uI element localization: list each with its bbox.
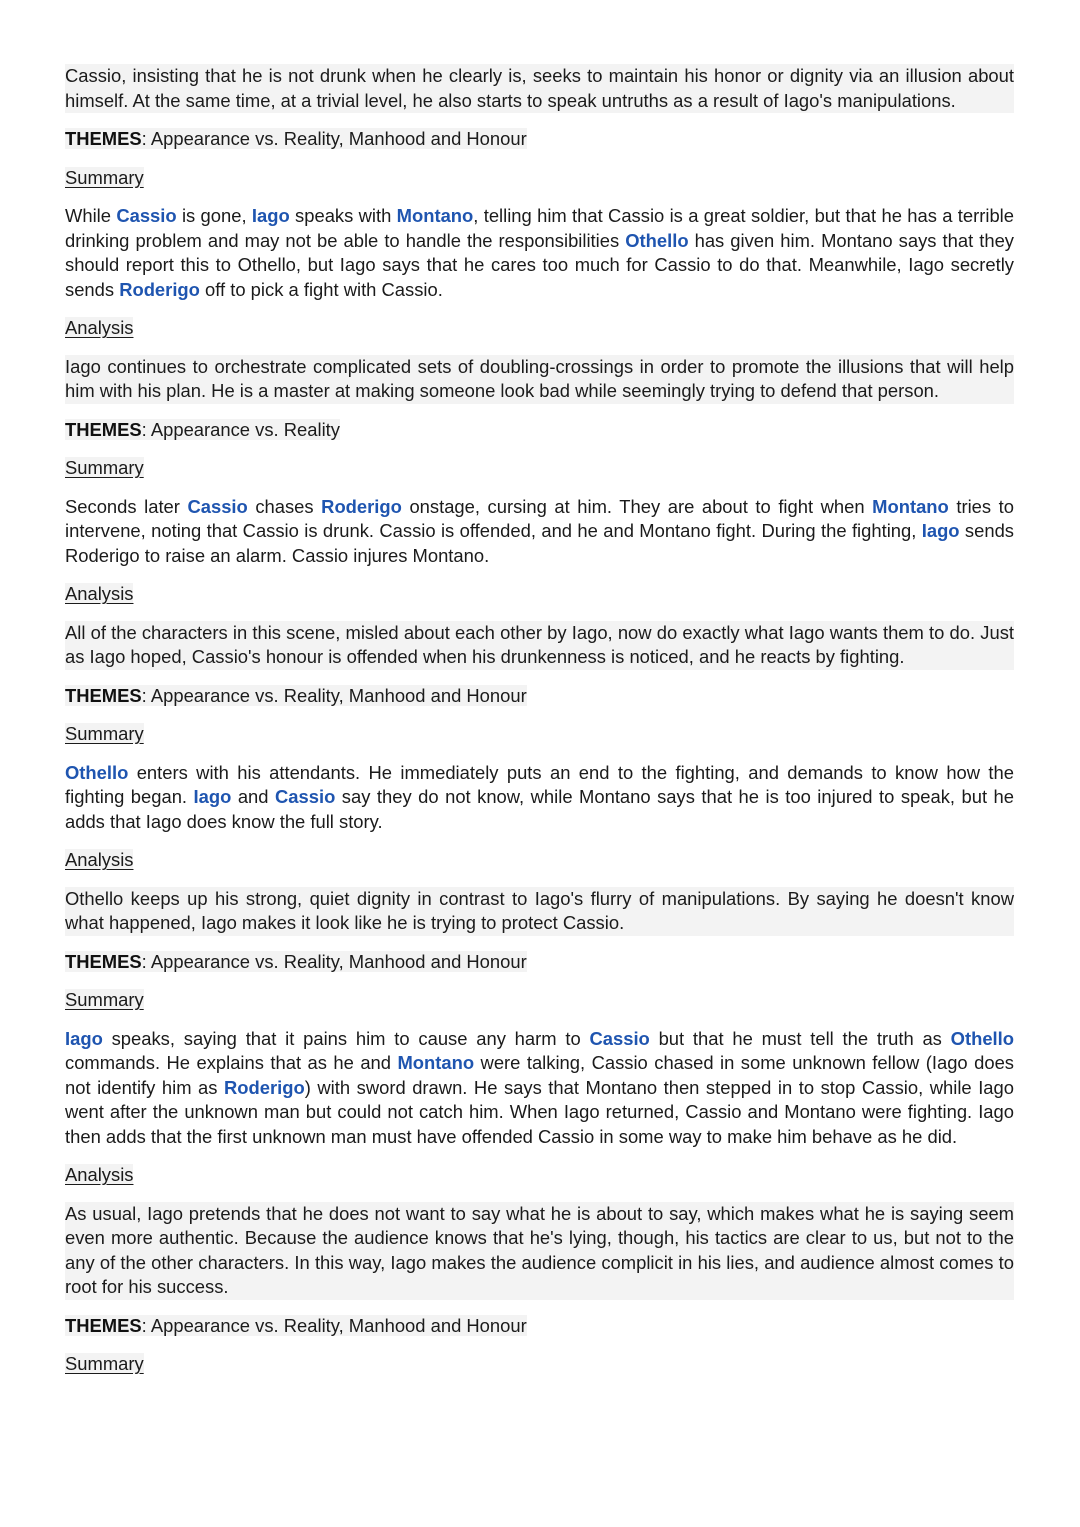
themes-list: : Appearance vs. Reality, Manhood and Honour bbox=[141, 684, 527, 706]
analysis-paragraph: Iago continues to orchestrate complicated sets of doubling-crossings in order to promote the illusions that will help him with his plan. He is a master at making someone look bad while seemingly trying to defend that person. bbox=[65, 355, 1014, 404]
themes-line bbox=[65, 950, 1014, 975]
themes-list: : Appearance vs. Reality, Manhood and Honour bbox=[141, 950, 527, 972]
character-link[interactable]: Montano bbox=[397, 1052, 475, 1073]
themes-label: THEMES bbox=[65, 128, 142, 149]
section-heading-analysis: Analysis bbox=[65, 583, 134, 604]
section-heading-analysis: Analysis bbox=[65, 317, 134, 338]
themes-list: : Appearance vs. Reality, Manhood and Honour bbox=[141, 1314, 527, 1336]
character-link[interactable]: Roderigo bbox=[119, 278, 200, 300]
character-link[interactable]: Montano bbox=[396, 205, 474, 226]
character-link[interactable]: Iago bbox=[193, 786, 232, 807]
summary-paragraph: Othello enters with his attendants. He immediately puts an end to the fighting, and demands to know how the fighting began. Iago and Cassio say they do not know, while Montano says that he is too injured to speak, but he adds that Iago does know the full story. bbox=[65, 761, 1014, 832]
analysis-paragraph: As usual, Iago pretends that he does not want to say what he is about to say, which makes what he is saying seem even more authentic. Because the audience knows that he's lying, though, his tactics are clear to us, but not to the any of the other characters. In this way, Iago makes the audience complicit in his lies, and audience almost comes to root for his success. bbox=[65, 1202, 1014, 1300]
themes-line bbox=[65, 127, 1014, 152]
analysis-paragraph: All of the characters in this scene, misled about each other by Iago, now do exactly what Iago wants them to do. Just as Iago hoped, Cassio's honour is offended when his drunkenness is noticed, and he reacts by fighting. bbox=[65, 621, 1014, 670]
character-link[interactable]: Cassio bbox=[275, 786, 336, 807]
character-link[interactable]: Othello bbox=[65, 761, 129, 783]
analysis-paragraph: Cassio, insisting that he is not drunk when he clearly is, seeks to maintain his honor or dignity via an illusion about himself. At the same time, at a trivial level, he also starts to speak untruths as a result of Iago's manipulations. bbox=[65, 64, 1014, 113]
themes-line bbox=[65, 684, 1014, 709]
character-link[interactable]: Cassio bbox=[116, 205, 177, 226]
section-heading-analysis: Analysis bbox=[65, 849, 134, 870]
section-heading-summary: Summary bbox=[65, 457, 144, 478]
character-link[interactable]: Othello bbox=[625, 229, 689, 251]
summary-paragraph: Iago speaks, saying that it pains him to cause any harm to Cassio but that he must tell the truth as Othello commands. He explains that as he and Montano were talking, Cassio chased in some unknown fellow (Iago does not identify him as Roderigo) with sword drawn. He says that Montano then stepped in to stop Cassio, while Iago went after the unknown man but could not catch him. When Iago returned, Cassio and Montano were fighting. Iago then adds that the first unknown man must have offended Cassio in some way to make him behave as he did. bbox=[65, 1027, 1014, 1147]
character-link[interactable]: Iago bbox=[65, 1027, 103, 1049]
themes-line bbox=[65, 1314, 1014, 1339]
character-link[interactable]: Roderigo bbox=[224, 1076, 305, 1098]
section-heading-summary: Summary bbox=[65, 1353, 144, 1374]
character-link[interactable]: Iago bbox=[251, 205, 290, 226]
themes-label: THEMES bbox=[65, 418, 142, 440]
character-link[interactable]: Cassio bbox=[187, 495, 248, 517]
themes-list: : Appearance vs. Reality bbox=[141, 418, 340, 440]
themes-line bbox=[65, 418, 1014, 443]
character-link[interactable]: Cassio bbox=[589, 1027, 650, 1049]
summary-paragraph: While Cassio is gone, Iago speaks with Montano, telling him that Cassio is a great soldier, but that he has a terrible drinking problem and may not be able to handle the responsibilities Othello has given him. Montano says that they should report this to Othello, but Iago says that he cares too much for Cassio to do that. Meanwhile, Iago secretly sends Roderigo off to pick a fight with Cassio. bbox=[65, 205, 1014, 300]
section-heading-summary: Summary bbox=[65, 989, 144, 1010]
character-link[interactable]: Montano bbox=[872, 495, 949, 517]
themes-label: THEMES bbox=[65, 684, 142, 706]
section-heading-summary: Summary bbox=[65, 166, 144, 188]
themes-list: : Appearance vs. Reality, Manhood and Honour bbox=[141, 128, 527, 149]
section-heading-summary: Summary bbox=[65, 723, 144, 744]
summary-paragraph: Seconds later Cassio chases Roderigo onstage, cursing at him. They are about to fight when Montano tries to intervene, noting that Cassio is drunk. Cassio is offended, and he and Montano fight. During the fighting, Iago sends Roderigo to raise an alarm. Cassio injures Montano. bbox=[65, 495, 1014, 566]
themes-label: THEMES bbox=[65, 950, 142, 972]
analysis-paragraph: Othello keeps up his strong, quiet dignity in contrast to Iago's flurry of manipulations. By saying he doesn't know what happened, Iago makes it look like he is trying to protect Cassio. bbox=[65, 887, 1014, 936]
character-link[interactable]: Roderigo bbox=[321, 495, 402, 517]
section-heading-analysis: Analysis bbox=[65, 1164, 134, 1185]
character-link[interactable]: Othello bbox=[950, 1027, 1014, 1049]
themes-label: THEMES bbox=[65, 1314, 142, 1336]
character-link[interactable]: Iago bbox=[921, 520, 960, 541]
